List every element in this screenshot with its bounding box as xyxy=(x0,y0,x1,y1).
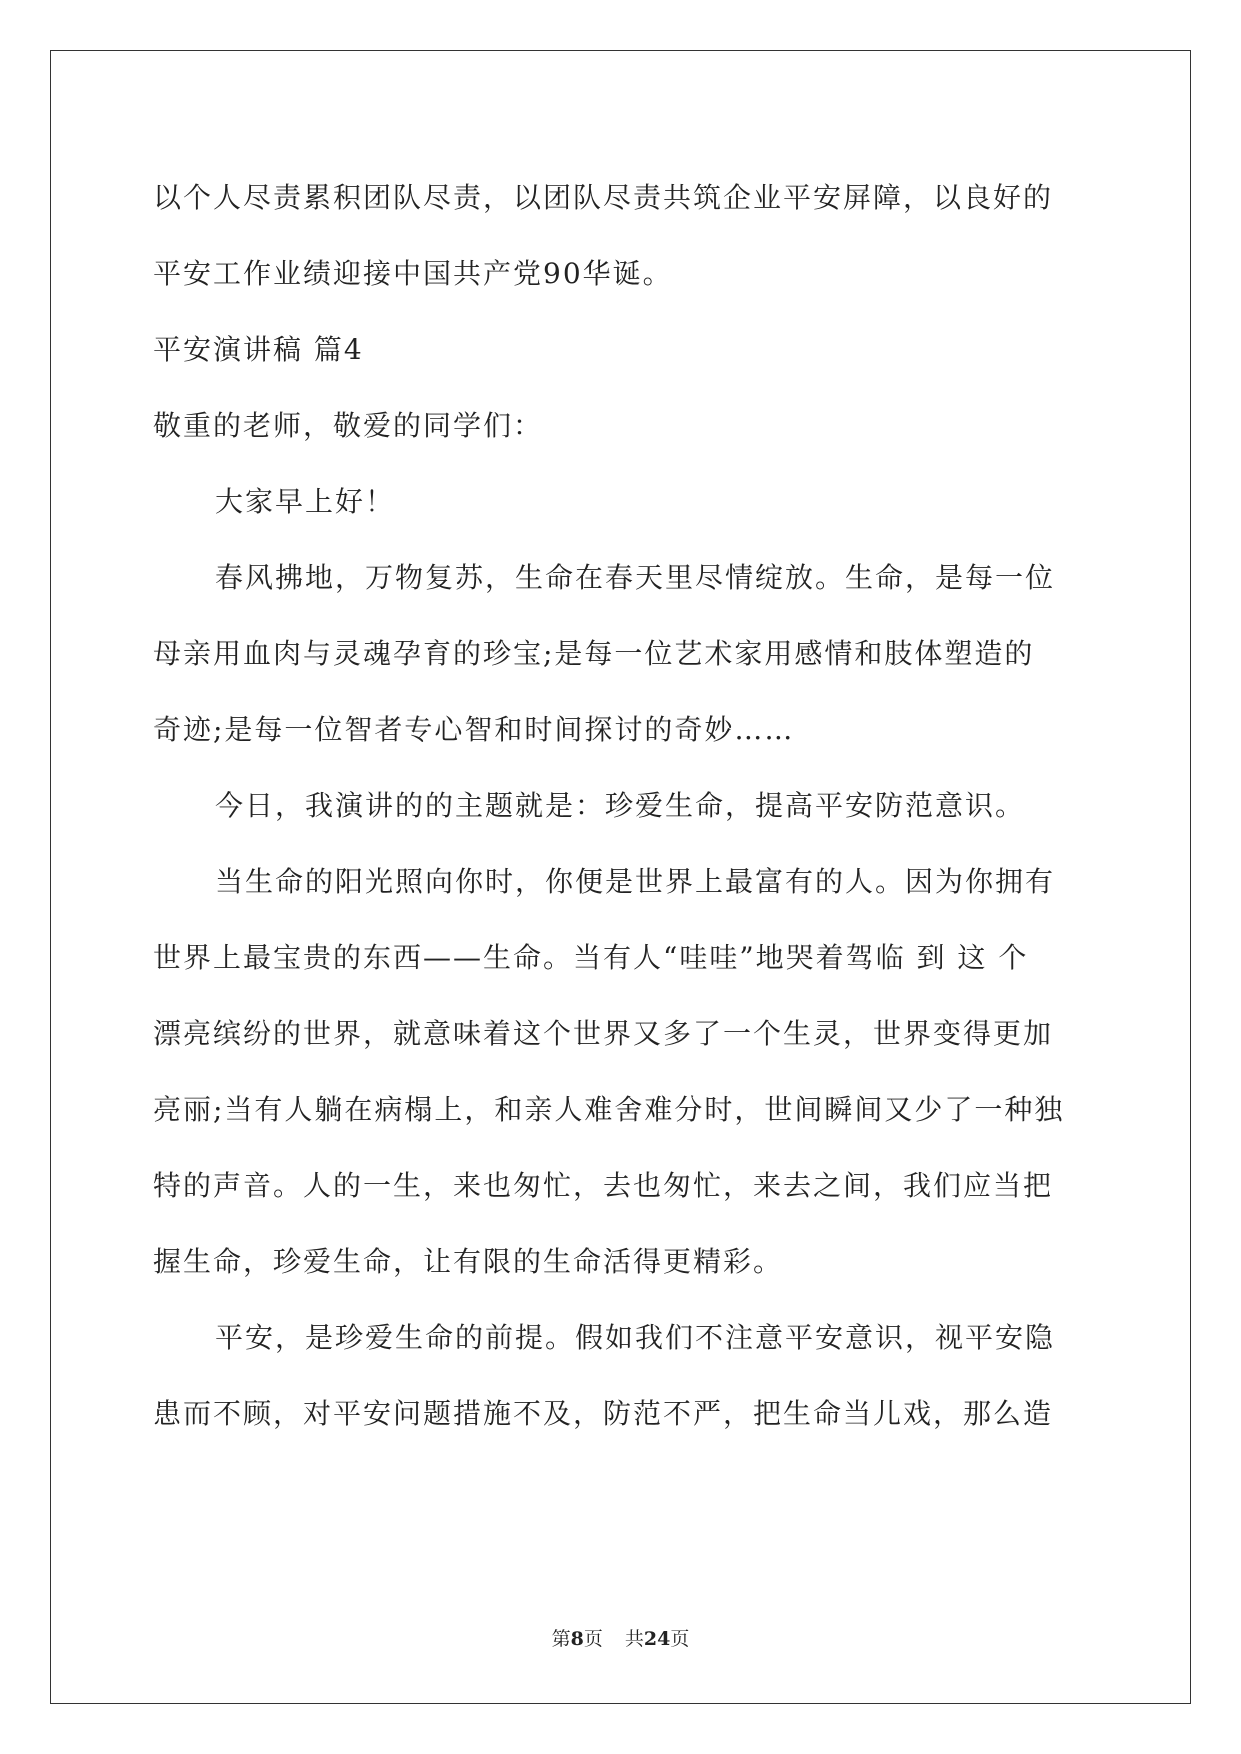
text-line: 患而不顾，对平安问题措施不及，防范不严，把生命当儿戏，那么造 xyxy=(153,1397,1054,1430)
section-heading: 平安演讲稿 篇4 xyxy=(153,333,364,366)
text-line: 春风拂地，万物复苏，生命在春天里尽情绽放。生命，是每一位 xyxy=(215,561,1056,594)
text-line: 以个人尽责累积团队尽责，以团队尽责共筑企业平安屏障，以良好的 xyxy=(153,181,1054,214)
text-line: 握生命，珍爱生命，让有限的生命活得更精彩。 xyxy=(153,1245,784,1278)
document-body xyxy=(153,160,1093,1452)
page-footer xyxy=(0,1624,1241,1651)
page-total: 24 xyxy=(643,1628,671,1650)
page-current: 8 xyxy=(570,1628,584,1650)
text-line: 世界上最宝贵的东西——生命。当有人“哇哇”地哭着驾临 到 这 个 xyxy=(153,941,1029,974)
text-line: 今日，我演讲的的主题就是：珍爱生命，提高平安防范意识。 xyxy=(215,789,1026,822)
total-suffix: 页 xyxy=(670,1628,690,1650)
page-suffix: 页 xyxy=(583,1628,603,1650)
text-line: 漂亮缤纷的世界，就意味着这个世界又多了一个生灵，世界变得更加 xyxy=(153,1017,1054,1050)
salutation: 敬重的老师，敬爱的同学们： xyxy=(153,409,544,442)
text-line: 母亲用血肉与灵魂孕育的珍宝;是每一位艺术家用感情和肢体塑造的 xyxy=(153,637,1035,670)
text-line: 当生命的阳光照向你时，你便是世界上最富有的人。因为你拥有 xyxy=(215,865,1056,898)
text-line: 奇迹;是每一位智者专心智和时间探讨的奇妙…… xyxy=(153,713,795,746)
greeting: 大家早上好！ xyxy=(215,485,396,518)
text-line: 亮丽;当有人躺在病榻上，和亲人难舍难分时，世间瞬间又少了一种独 xyxy=(153,1093,1065,1126)
text-line: 平安，是珍爱生命的前提。假如我们不注意平安意识，视平安隐 xyxy=(215,1321,1056,1354)
page-prefix: 第 xyxy=(551,1628,571,1650)
total-prefix: 共 xyxy=(624,1628,644,1650)
text-line: 特的声音。人的一生，来也匆忙，去也匆忙，来去之间，我们应当把 xyxy=(153,1169,1054,1202)
text-line: 平安工作业绩迎接中国共产党90华诞。 xyxy=(153,257,673,290)
